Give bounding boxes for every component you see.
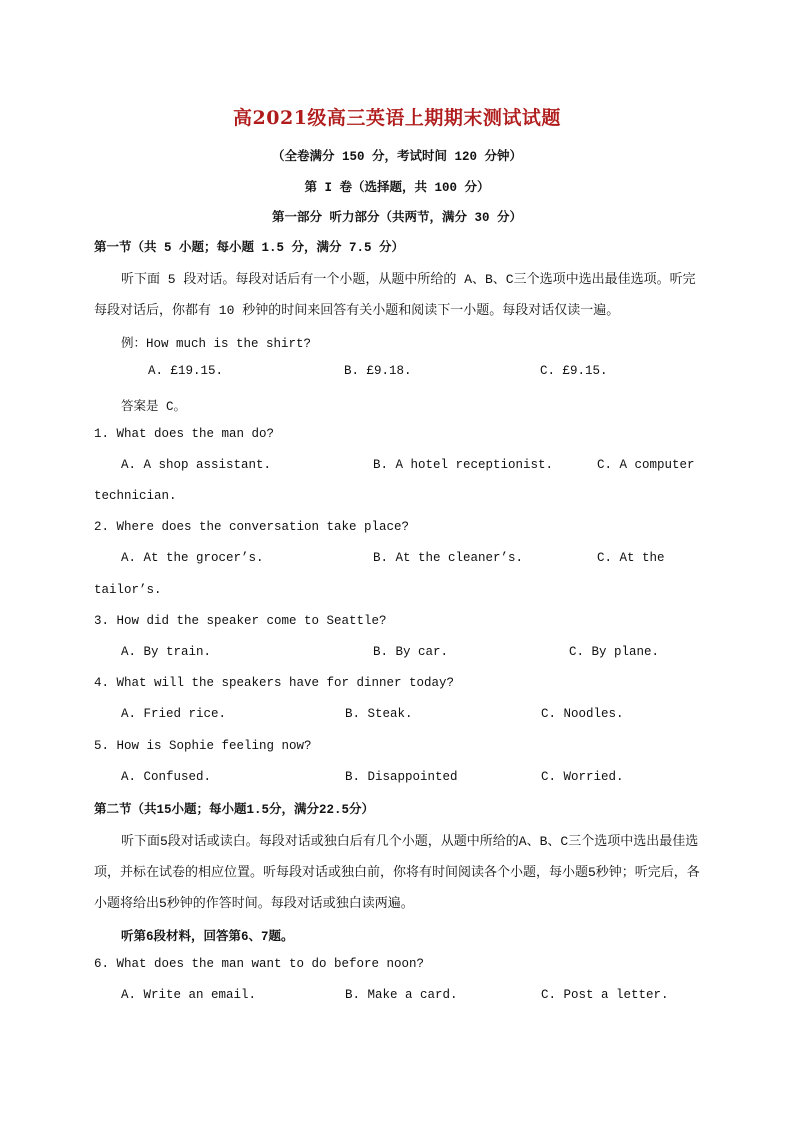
- q2-option-c-cont: tailor’s.: [94, 583, 162, 597]
- question-3: 3. How did the speaker come to Seattle?: [94, 614, 387, 628]
- question-5: 5. How is Sophie feeling now?: [94, 739, 312, 753]
- material-6-heading: 听第6段材料，回答第6、7题。: [121, 930, 294, 944]
- q2-option-c: C. At the: [597, 551, 665, 565]
- part1-heading: 第一部分 听力部分（共两节，满分 30 分）: [271, 211, 522, 225]
- q3-option-b: B. By car.: [373, 645, 449, 659]
- section1-instructions: [94, 264, 706, 326]
- section2-instructions: [94, 826, 706, 919]
- q4-option-c: C. Noodles.: [541, 707, 624, 721]
- q6-option-b: B. Make a card.: [345, 988, 458, 1002]
- q3-option-c: C. By plane.: [569, 645, 660, 659]
- q1-option-c-cont: technician.: [94, 489, 177, 503]
- q1-option-b: B. A hotel receptionist.: [373, 458, 554, 472]
- q4-option-b: B. Steak.: [345, 707, 413, 721]
- question-2: 2. Where does the conversation take place?: [94, 520, 410, 534]
- section2-instructions-text: 听下面5段对话或读白。每段对话或独白后有几个小题，从题中所给的A、B、C三个选项中选出最佳选项，并标在试卷的相应位置。听每段对话或独白前，你将有时间阅读各个小题，每小题5秒钟；听完后，各小题将给出5秒钟的作答时间。每段对话或独白读两遍。: [94, 834, 700, 911]
- q3-option-a: A. By train.: [121, 645, 212, 659]
- question-4: 4. What will the speakers have for dinner today?: [94, 676, 455, 690]
- q4-option-a: A. Fried rice.: [121, 707, 227, 721]
- example-answer: 答案是 C。: [121, 400, 187, 414]
- example-option-a: A. £19.15.: [148, 364, 224, 378]
- section1-instructions-text: 听下面 5 段对话。每段对话后有一个小题，从题中所给的 A、B、C三个选项中选出最佳选项。听完每段对话后，你都有 10 秒钟的时间来回答有关小题和阅读下一小题。每段对话仅读一遍。: [94, 272, 696, 318]
- example-option-c: C. £9.15.: [540, 364, 608, 378]
- q1-option-c: C. A computer: [597, 458, 695, 472]
- question-1: 1. What does the man do?: [94, 427, 275, 441]
- example-option-b: B. £9.18.: [344, 364, 412, 378]
- q1-option-a: A. A shop assistant.: [121, 458, 272, 472]
- question-6: 6. What does the man want to do before noon?: [94, 957, 425, 971]
- q2-option-b: B. At the cleaner’s.: [373, 551, 524, 565]
- volume-heading: 第 I 卷（选择题，共 100 分）: [304, 181, 490, 195]
- q2-option-a: A. At the grocer’s.: [121, 551, 264, 565]
- exam-title: 高2021级高三英语上期期末测试试题: [233, 107, 561, 129]
- q5-option-b: B. Disappointed: [345, 770, 458, 784]
- section2-heading: 第二节（共15小题；每小题1.5分，满分22.5分）: [94, 803, 375, 817]
- section1-heading: 第一节（共 5 小题；每小题 1.5 分，满分 7.5 分）: [94, 241, 405, 255]
- q6-option-c: C. Post a letter.: [541, 988, 669, 1002]
- example-question: 例：How much is the shirt?: [121, 337, 312, 351]
- exam-info: （全卷满分 150 分，考试时间 120 分钟）: [271, 150, 522, 164]
- q6-option-a: A. Write an email.: [121, 988, 257, 1002]
- q5-option-a: A. Confused.: [121, 770, 212, 784]
- q5-option-c: C. Worried.: [541, 770, 624, 784]
